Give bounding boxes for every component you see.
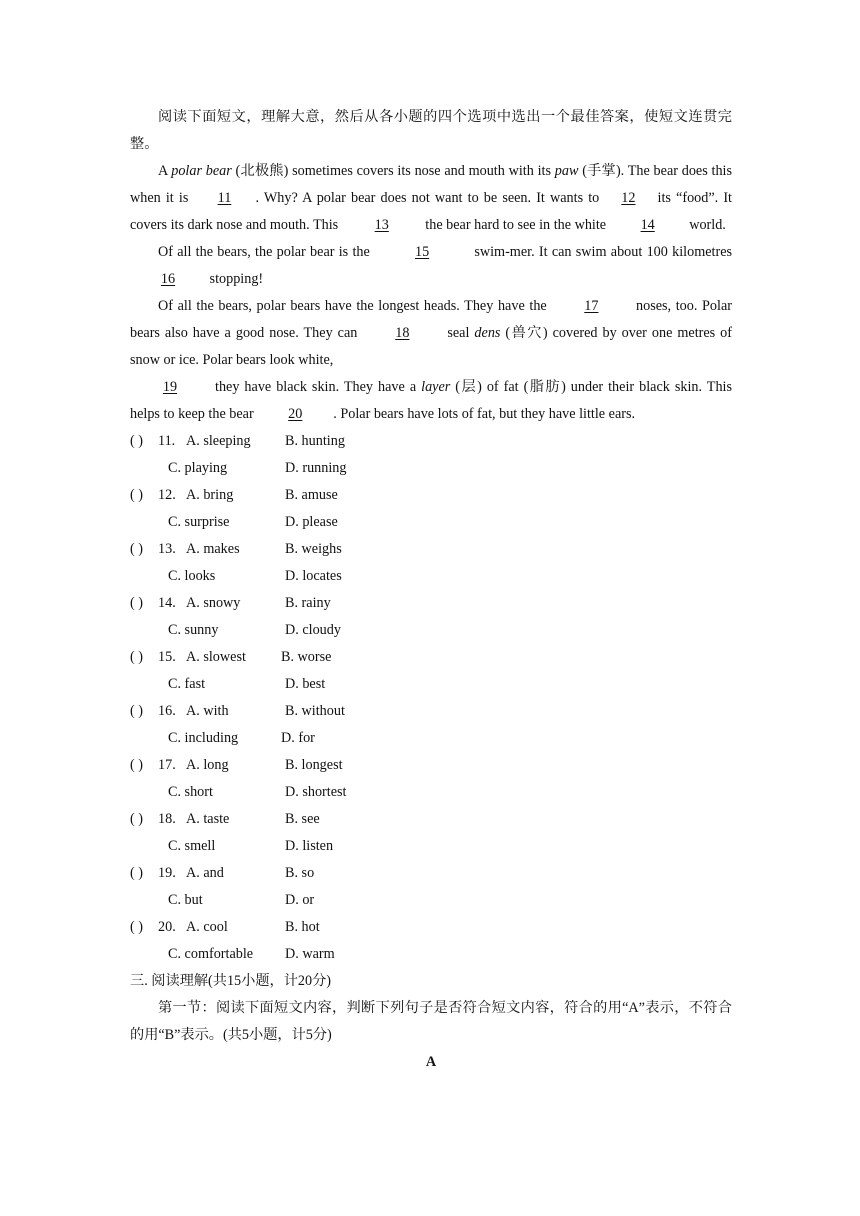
- answer-paren: ( ): [130, 541, 143, 557]
- option-c: C. smell: [168, 838, 216, 854]
- question-row-options: [130, 563, 732, 590]
- option-c: C. but: [168, 892, 203, 908]
- text: Of all the bears, the polar bear is the: [158, 244, 375, 260]
- option-c: C. sunny: [168, 622, 219, 638]
- option-c: C. looks: [168, 568, 216, 584]
- question-number: 12.: [158, 487, 176, 503]
- text: (层) of fat (脂肪) under their black skin. This helps to keep the bear: [130, 379, 732, 422]
- question-row-options: [130, 455, 732, 482]
- passage-paragraph-2: [130, 239, 732, 293]
- option-b: B. amuse: [285, 487, 338, 503]
- question-row-options: [130, 941, 732, 968]
- italic-term: layer: [421, 379, 451, 395]
- blank-12: 12: [621, 190, 636, 206]
- blank-14: 14: [640, 217, 655, 233]
- question-row-options: [130, 671, 732, 698]
- answer-paren: ( ): [130, 595, 143, 611]
- text: (兽穴) covered by over one metres of snow or ice. Polar bears look white,: [130, 325, 732, 368]
- blank-20: 20: [288, 406, 303, 422]
- document-page: [130, 104, 732, 1076]
- text: swim-mer. It can swim about 100 kilometres: [470, 244, 733, 260]
- passage-heading-a: A: [425, 1054, 437, 1070]
- text: A: [158, 163, 172, 179]
- blank-15: 15: [414, 244, 430, 260]
- option-b: B. see: [285, 811, 320, 827]
- question-row: [130, 752, 732, 779]
- option-d: D. running: [285, 460, 347, 476]
- question-row: [130, 860, 732, 887]
- blank-11: 11: [217, 190, 232, 206]
- option-d: D. warm: [285, 946, 335, 962]
- italic-term: polar bear: [171, 163, 232, 179]
- question-row: [130, 536, 732, 563]
- question-number: 11.: [158, 433, 176, 449]
- option-a: A. cool: [186, 919, 228, 935]
- option-c: C. surprise: [168, 514, 230, 530]
- question-row-options: [130, 887, 732, 914]
- option-c: C. fast: [168, 676, 206, 692]
- option-b: B. worse: [281, 649, 332, 665]
- question-row: [130, 644, 732, 671]
- option-d: D. listen: [285, 838, 334, 854]
- instructions-text: 阅读下面短文，理解大意，然后从各小题的四个选项中选出一个最佳答案，使短文连贯完整。: [130, 109, 732, 152]
- option-a: A. bring: [186, 487, 234, 503]
- blank-18: 18: [395, 325, 410, 341]
- answer-paren: ( ): [130, 649, 143, 665]
- question-number: 18.: [158, 811, 176, 827]
- option-a: A. taste: [186, 811, 230, 827]
- text: (手掌). The bear does this when it is: [130, 163, 733, 206]
- text: world.: [685, 217, 726, 233]
- option-d: D. please: [285, 514, 338, 530]
- blank-17: 17: [584, 298, 599, 314]
- question-number: 17.: [158, 757, 176, 773]
- blank-13: 13: [374, 217, 389, 233]
- text: seal: [442, 325, 475, 341]
- option-c: C. short: [168, 784, 213, 800]
- passage-paragraph-3: [130, 293, 732, 374]
- option-c: C. playing: [168, 460, 228, 476]
- text: noses, too. Polar bears also have a good nose. They can: [130, 298, 732, 341]
- option-d: D. best: [285, 676, 326, 692]
- question-row: [130, 428, 732, 455]
- option-b: B. without: [285, 703, 345, 719]
- option-d: D. for: [281, 730, 315, 746]
- section-3-title: 三. 阅读理解(共15小题，计20分): [130, 973, 331, 989]
- question-number: 15.: [158, 649, 176, 665]
- question-number: 16.: [158, 703, 176, 719]
- answer-paren: ( ): [130, 919, 143, 935]
- question-number: 14.: [158, 595, 176, 611]
- option-b: B. rainy: [285, 595, 331, 611]
- question-row-options: [130, 725, 732, 752]
- option-b: B. hot: [285, 919, 320, 935]
- option-a: A. with: [186, 703, 229, 719]
- question-number: 20.: [158, 919, 176, 935]
- option-a: A. long: [186, 757, 229, 773]
- option-c: C. comfortable: [168, 946, 254, 962]
- text: . Polar bears have lots of fat, but they have little ears.: [333, 406, 636, 422]
- answer-paren: ( ): [130, 811, 143, 827]
- option-b: B. longest: [285, 757, 343, 773]
- text: (北极熊) sometimes covers its nose and mouth with its: [231, 163, 555, 179]
- italic-term: dens: [474, 325, 501, 341]
- question-row: [130, 482, 732, 509]
- text: stopping!: [206, 271, 264, 287]
- option-a: A. makes: [186, 541, 240, 557]
- passage-paragraph-1: [130, 158, 732, 239]
- question-row: [130, 914, 732, 941]
- answer-paren: ( ): [130, 433, 143, 449]
- option-a: A. sleeping: [186, 433, 251, 449]
- text: Of all the bears, polar bears have the longest heads. They have the: [158, 298, 552, 314]
- question-row: [130, 698, 732, 725]
- blank-16: 16: [160, 271, 176, 287]
- italic-term: paw: [554, 163, 579, 179]
- text: its “food”. It covers its dark nose and mouth. This: [130, 190, 732, 233]
- text: they have black skin. They have a: [210, 379, 422, 395]
- question-row-options: [130, 617, 732, 644]
- option-b: B. hunting: [285, 433, 345, 449]
- option-a: A. slowest: [186, 649, 246, 665]
- option-d: D. shortest: [285, 784, 347, 800]
- option-a: A. and: [186, 865, 224, 881]
- question-row: [130, 590, 732, 617]
- answer-paren: ( ): [130, 703, 143, 719]
- option-b: B. so: [285, 865, 315, 881]
- question-number: 13.: [158, 541, 176, 557]
- question-row-options: [130, 779, 732, 806]
- text: . Why? A polar bear does not want to be seen. It wants to: [255, 190, 605, 206]
- question-number: 19.: [158, 865, 176, 881]
- question-row-options: [130, 833, 732, 860]
- answer-paren: ( ): [130, 757, 143, 773]
- option-d: D. cloudy: [285, 622, 341, 638]
- passage-paragraph-4: [130, 374, 732, 428]
- text: the bear hard to see in the white: [421, 217, 610, 233]
- option-b: B. weighs: [285, 541, 342, 557]
- option-a: A. snowy: [186, 595, 241, 611]
- option-d: D. locates: [285, 568, 342, 584]
- option-d: D. or: [285, 892, 315, 908]
- blank-19: 19: [162, 379, 178, 395]
- answer-paren: ( ): [130, 487, 143, 503]
- option-c: C. including: [168, 730, 239, 746]
- instructions: [130, 104, 732, 158]
- answer-paren: ( ): [130, 865, 143, 881]
- question-list: [130, 428, 732, 968]
- section-3-part-1-instructions: 第一节：阅读下面短文内容，判断下列句子是否符合短文内容，符合的用“A”表示，不符合的用“B”表示。(共5小题，计5分): [130, 1000, 732, 1043]
- question-row: [130, 806, 732, 833]
- question-row-options: [130, 509, 732, 536]
